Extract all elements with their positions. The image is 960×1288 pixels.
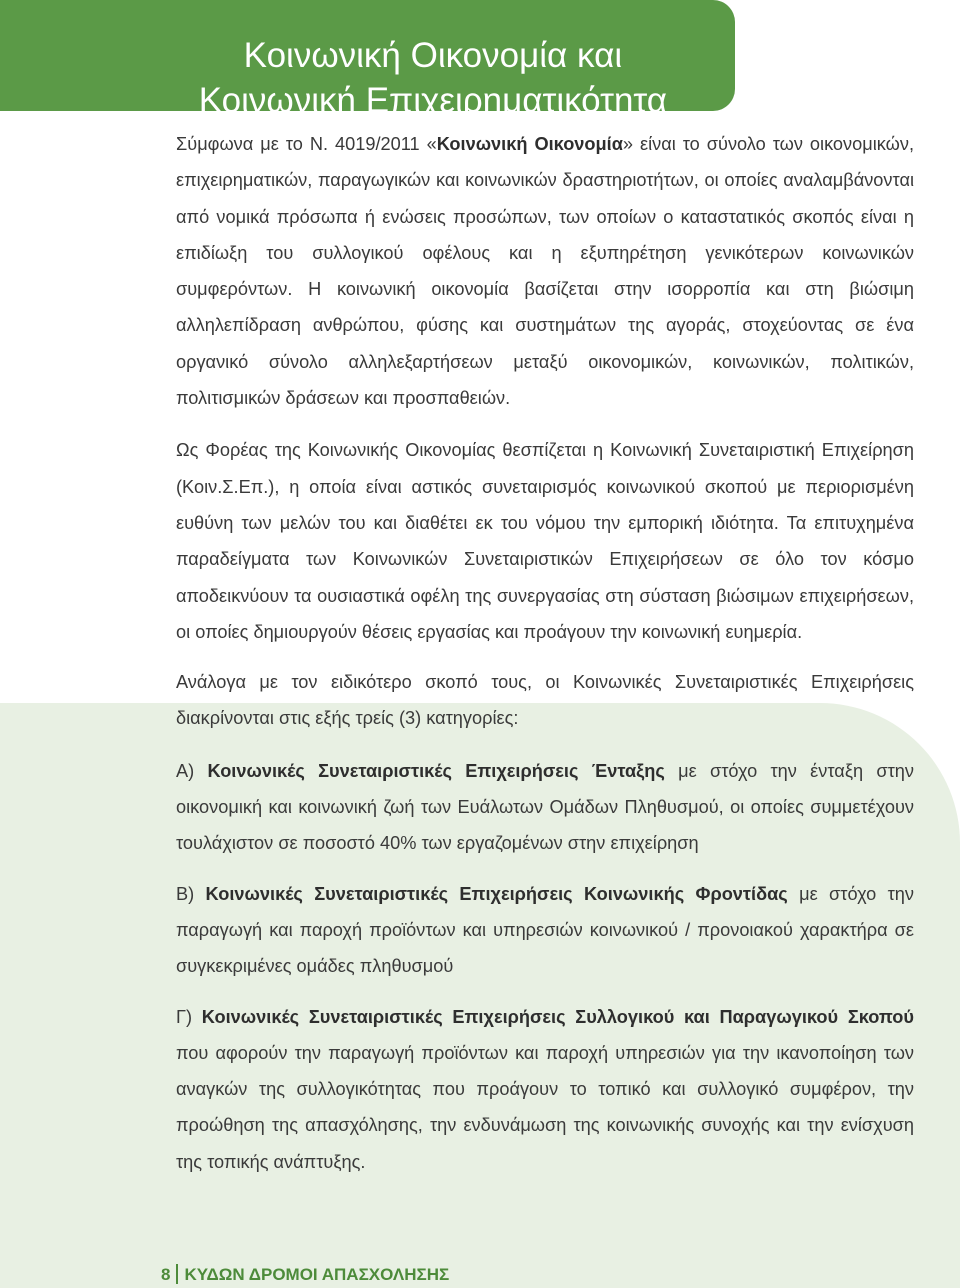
bold-term: Κοινωνική Οικονομία (436, 134, 623, 154)
text-segment: Σύμφωνα με το Ν. 4019/2011 « (176, 134, 437, 154)
publication-name: ΚΥΔΩΝ ΔΡΟΜΟΙ ΑΠΑΣΧΟΛΗΣΗΣ (184, 1265, 450, 1284)
paragraph-definition (176, 126, 914, 416)
category-title: Κοινωνικές Συνεταιριστικές Επιχειρήσεις Συλλογικού και Παραγωγικού Σκοπού (201, 1006, 914, 1027)
footer-divider (176, 1264, 178, 1284)
category-prefix: Α) (176, 760, 208, 781)
category-prefix: Β) (176, 883, 206, 904)
paragraph-categories-intro: Ανάλογα με τον ειδικότερο σκοπό τους, οι Κοινωνικές Συνεταιριστικές Επιχειρήσεις διακρίνονται στις εξής τρείς (3) κατηγορίες: (176, 672, 914, 729)
category-b (176, 876, 914, 985)
category-c (176, 999, 914, 1180)
category-title: Κοινωνικές Συνεταιριστικές Επιχειρήσεις Ένταξης (207, 760, 665, 781)
text-segment: » είναι το σύνολο των οικονομικών, επιχειρηματικών, παραγωγικών και κοινωνικών δραστηριοτήτων, οι οποίες αναλαμβάνονται από νομικά πρόσωπα ή ενώσεις προσώπων, των οποίων ο καταστατικός σκοπός είναι η επιδίωξη του συλλογικού οφέλους και η εξυπηρέτηση γενικότερων κοινωνικών συμφερόντων. Η κοινωνική οικονομία βασίζεται στην ισορροπία και στη βιώσιμη αλληλεπίδραση ανθρώπου, φύσης και συστημάτων της αγοράς, στοχεύοντας σε ένα οργανικό σύνολο αλληλεξαρτήσεων μεταξύ οικονομικών, κοινωνικών, πολιτικών, πολιτισμικών δράσεων και προσπαθειών. (176, 134, 914, 409)
category-title: Κοινωνικές Συνεταιριστικές Επιχειρήσεις Κοινωνικής Φροντίδας (205, 883, 788, 904)
page-title (199, 33, 667, 123)
category-a (176, 753, 914, 862)
header-banner (0, 0, 735, 121)
category-prefix: Γ) (176, 1006, 202, 1027)
main-text (176, 126, 914, 1180)
title-line-2: Κοινωνική Επιχειρηματικότητα (198, 81, 667, 121)
paragraph-koinsep: Ως Φορέας της Κοινωνικής Οικονομίας θεσπίζεται η Κοινωνική Συνεταιριστική Επιχείρηση (Κοιν.Σ.Επ.), η οποία είναι αστικός συνεταιρισμός κοινωνικού σκοπού με περιορισμένη ευθύνη των μελών του και διαθέτει εκ του νόμου την εμπορική ιδιότητα. Τα επιτυχημένα παραδείγματα των Κοινωνικών Συνεταιριστικών Επιχειρήσεων σε όλο τον κόσμο αποδεικνύουν τα ουσιαστικά οφέλη της συνεργασίας στη σύσταση βιώσιμων επιχειρήσεων, οι οποίες δημιουργούν θέσεις εργασίας και προάγουν την κοινωνική ευημερία. (176, 440, 914, 642)
category-description: με στόχο την ένταξη στην οικονομική και κοινωνική ζωή των Ευάλωτων Ομάδων Πληθυσμού, οι οποίες συμμετέχουν τουλάχιστον σε ποσοστό 40% των εργαζομένων στην επιχείρηση (176, 760, 914, 854)
category-description: με στόχο την παραγωγή και παροχή προϊόντων και υπηρεσιών κοινωνικού / προνοιακού χαρακτήρα σε συγκεκριμένες ομάδες πληθυσμού (176, 883, 914, 977)
page-footer (161, 1264, 449, 1285)
category-description: που αφορούν την παραγωγή προϊόντων και παροχή υπηρεσιών για την ικανοποίηση των αναγκών της συλλογικότητας που προάγουν το τοπικό και συλλογικό συμφέρον, την προώθηση της απασχόλησης, την ενδυνάμωση της κοινωνικής συνοχής και την ενίσχυση της τοπικής ανάπτυξης. (176, 1042, 914, 1172)
title-line-1: Κοινωνική Οικονομία και (243, 36, 623, 76)
page-number: 8 (161, 1265, 171, 1284)
